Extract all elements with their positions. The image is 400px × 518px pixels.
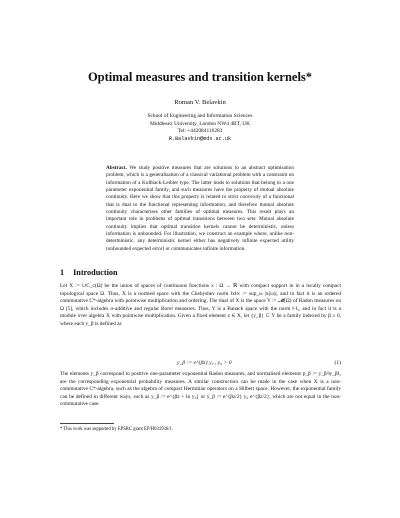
author-name: Roman V. Belavkin	[174, 99, 226, 106]
equation-expression: y_β := e^{βz} y₀ , y₀ > 0	[177, 360, 232, 366]
abstract-label: Abstract.	[106, 165, 127, 171]
abstract-text: We study positive measures that are solutions to an abstract optimisation problem, which is a generalisation of a classical variational problem with a constraint on information of a Kullback-Leibler type. The latter leads to solutions that belong to a one parameter exponential family, and such measures have the property of mutual absolute continuity. Here we show that this property is related to strict convexity of a functional that is dual to the functional representing information, and therefore mutual absolute continuity characterises other families of optimal measures. This result plays an important role in problems of optimal transitions between two sets: Mutual absolute continuity implies that optimal transition kernels cannot be deterministic, unless information is unbounded. For illustration, we construct an example where, unlike non-deterministic, any deterministic kernel either has negatively infinite expected utility (unbounded expected error) or communicates infinite information.	[106, 165, 294, 252]
paragraph-2: The elements y_β correspond to positive one-parameter exponential Radon measures, and normalised elements p_β := y_β/‖y_β‖₁ are the corresponding exponential probability measures. A similar construction can be made in the case when X is a non-commutative C*-algebra, such as the algebra of compact Hermitian operators on a Hilbert space. However, the exponential family can be defined in different ways, such as y_β := e^{βz + ln y₀} or y_β := e^{βz/2} y₀ e^{βz/2}, which are not equal in the non-commutative case.	[60, 371, 341, 408]
abstract	[106, 165, 294, 253]
affiliation-tel: Tel: +442084116283	[177, 128, 223, 135]
paper-title: Optimal measures and transition kernels*	[87, 70, 313, 84]
section-heading	[60, 268, 118, 277]
equation-number: (1)	[334, 360, 341, 366]
footnote-rule	[60, 423, 114, 424]
affiliation-line-2: Middlesex University, London NW4 4BT, UK	[149, 120, 250, 127]
affiliation-email: R.Belavkin@mdx.ac.uk	[168, 136, 232, 143]
affiliation-block	[40, 113, 360, 144]
affiliation-line-1: School of Engineering and Information Sciences	[147, 113, 253, 119]
section-title: Introduction	[73, 268, 118, 277]
footnote: * This work was supported by EPSRC grant EP/H031936/1.	[60, 427, 174, 432]
paragraph-1: Let X := ∪C_c(Ω) be the union of spaces of continuous functions x : Ω → ℝ with compact support in in a locally compact topological space Ω. Thus, X is a normed space with the Chebyshev norm ‖x‖∞ := sup_ω |x(ω)|, and in fact it is an ordered commutative C*-algebra with pointwise multiplication and ordering. The dual of X is the space Y := 𝓜(Ω) of Radon measures on Ω [5], which includes σ-additive and regular Borel measures. Thus, Y is a Banach space with the norm ‖·‖₁, and in fact it is a module over algebra X with pointwise multiplication. Given a fixed element z ∈ X, let {y_β} ⊂ Y be a family indexed by β ≥ 0, where each y_β is defined as	[60, 283, 341, 327]
section-number: 1	[60, 268, 65, 277]
